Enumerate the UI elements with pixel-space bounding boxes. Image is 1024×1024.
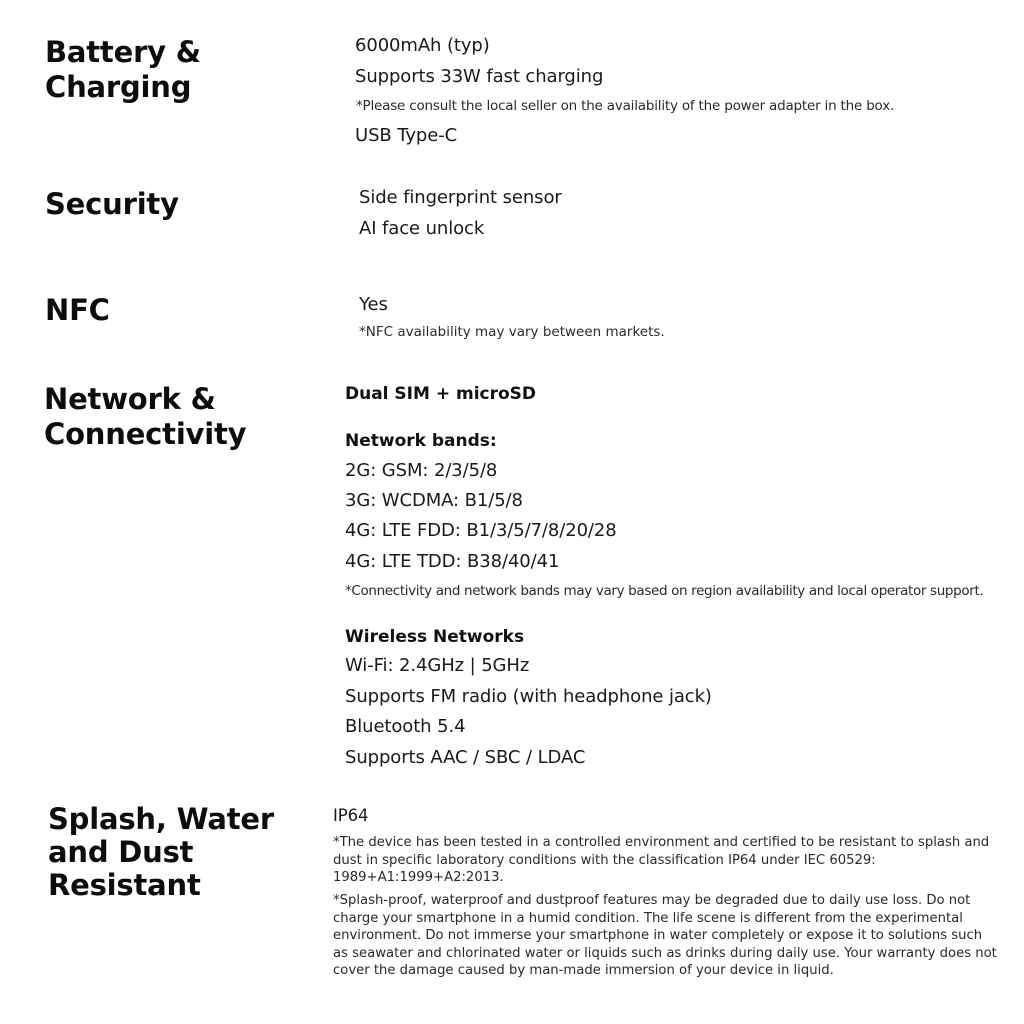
water-heading-line2: and Dust <box>48 835 194 869</box>
water-warranty-note <box>333 892 997 980</box>
ip-certification-note <box>333 834 989 887</box>
battery-heading-line1: Battery & <box>45 35 201 69</box>
warranty-note-line: environment. Do not immerse your smartphone in water completely or expose it to solutions such <box>333 928 983 943</box>
bands-note: *Connectivity and network bands may vary based on region availability and local operator support. <box>345 583 984 599</box>
usb-port-spec: USB Type-C <box>355 125 458 146</box>
network-connectivity-heading <box>44 382 246 452</box>
bluetooth-spec: Bluetooth 5.4 <box>345 716 466 737</box>
warranty-note-line: *Splash-proof, waterproof and dustproof features may be degraded due to daily use loss. Do not <box>333 893 971 908</box>
battery-charging-heading <box>45 35 201 105</box>
water-heading-line1: Splash, Water <box>48 802 274 836</box>
battery-heading-line2: Charging <box>45 70 192 104</box>
codecs-spec: Supports AAC / SBC / LDAC <box>345 747 586 768</box>
wifi-spec: Wi-Fi: 2.4GHz | 5GHz <box>345 655 530 676</box>
band-3g: 3G: WCDMA: B1/5/8 <box>345 490 523 511</box>
security-heading: Security <box>45 187 179 221</box>
nfc-heading: NFC <box>45 293 110 327</box>
band-4g-tdd: 4G: LTE TDD: B38/40/41 <box>345 551 560 572</box>
fingerprint-spec: Side fingerprint sensor <box>359 187 562 208</box>
network-heading-line1: Network & <box>44 382 216 416</box>
warranty-note-line: as seawater and chlorinated water or liquids such as drinks during daily use. Your warranty does not <box>333 945 997 961</box>
warranty-note-line: charge your smartphone in a humid condition. The life scene is different from the experimental <box>333 910 963 926</box>
fast-charging-spec: Supports 33W fast charging <box>355 66 604 87</box>
network-heading-line2: Connectivity <box>44 417 247 451</box>
network-bands-title: Network bands: <box>345 431 497 451</box>
ip-note-line: 1989+A1:1999+A2:2013. <box>333 870 504 885</box>
face-unlock-spec: AI face unlock <box>359 218 485 239</box>
nfc-value: Yes <box>359 294 388 315</box>
wireless-networks-title: Wireless Networks <box>345 627 525 647</box>
water-resistance-heading <box>48 803 274 902</box>
battery-capacity: 6000mAh (typ) <box>355 35 490 56</box>
ip-note-line: *The device has been tested in a controlled environment and certified to be resistant to splash and <box>333 835 990 850</box>
fm-radio-spec: Supports FM radio (with headphone jack) <box>345 686 712 707</box>
sim-spec: Dual SIM + microSD <box>345 384 537 404</box>
band-2g: 2G: GSM: 2/3/5/8 <box>345 460 498 481</box>
warranty-note-line: cover the damage caused by man-made immersion of your device in liquid. <box>333 963 834 978</box>
ip-rating: IP64 <box>333 806 369 825</box>
adapter-note: *Please consult the local seller on the availability of the power adapter in the box. <box>356 98 895 114</box>
water-heading-line3: Resistant <box>48 868 201 902</box>
band-4g-fdd: 4G: LTE FDD: B1/3/5/7/8/20/28 <box>345 520 617 541</box>
nfc-note: *NFC availability may vary between markets. <box>359 324 665 340</box>
ip-note-line: dust in specific laboratory conditions with the classification IP64 under IEC 60529: <box>333 852 876 868</box>
